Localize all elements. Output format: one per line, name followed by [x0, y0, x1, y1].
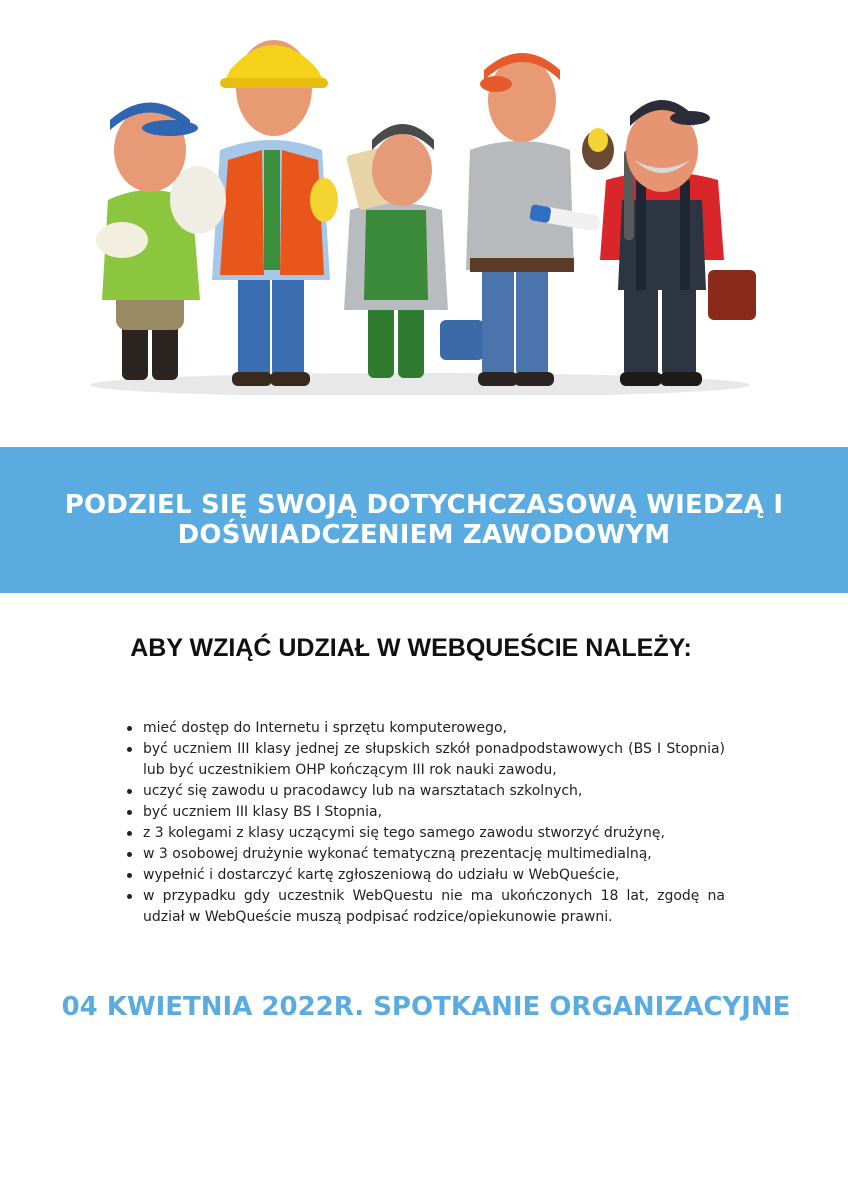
requirement-text: w przypadku gdy uczestnik WebQuestu nie ma ukończonych 18 lat, zgodę na udział w WebQueście muszą podpisać rodzice/opiekunowie prawni.	[143, 888, 725, 925]
requirement-text: wypełnić i dostarczyć kartę zgłoszeniową do udziału w WebQueście,	[143, 867, 620, 883]
figure-worker-clipboard	[344, 124, 484, 378]
requirement-text: uczyć się zawodu u pracodawcy lub na warsztatach szkolnych,	[143, 783, 583, 799]
headline-line-1: PODZIEL SIĘ SWOJĄ DOTYCHCZASOWĄ WIEDZĄ I	[64, 490, 784, 520]
requirement-text: być uczniem III klasy jednej ze słupskich szkół ponadpodstawowych (BS I Stopnia) lub być uczestnikiem OHP kończącym III rok nauki zawodu,	[143, 741, 725, 778]
requirement-item	[125, 739, 725, 781]
figure-worker-green-shirt	[96, 103, 200, 381]
figure-worker-hard-hat	[170, 40, 338, 386]
requirement-item	[125, 781, 725, 802]
requirement-item	[125, 844, 725, 865]
headline-banner	[0, 447, 848, 593]
bullet-dot	[127, 747, 132, 752]
requirement-text: być uczniem III klasy BS I Stopnia,	[143, 804, 383, 820]
requirement-item	[125, 802, 725, 823]
bullet-dot	[127, 789, 132, 794]
bullet-dot	[127, 810, 132, 815]
bullet-dot	[127, 852, 132, 857]
figure-worker-grey-shirt	[466, 53, 614, 386]
figure-worker-red-shirt	[600, 100, 756, 386]
bullet-dot	[127, 726, 132, 731]
requirement-item	[125, 823, 725, 844]
bullet-dot	[127, 873, 132, 878]
headline-line-2: DOŚWIADCZENIEM ZAWODOWYM	[177, 520, 671, 550]
requirement-item	[125, 865, 725, 886]
requirement-text: z 3 kolegami z klasy uczącymi się tego samego zawodu stworzyć drużynę,	[143, 825, 665, 841]
requirement-text: w 3 osobowej drużynie wykonać tematyczną prezentację multimedialną,	[143, 846, 652, 862]
headline-title	[64, 490, 784, 550]
meeting-date: 04 KWIETNIA 2022R. SPOTKANIE ORGANIZACYJNE	[61, 992, 791, 1022]
requirement-text: mieć dostęp do Internetu i sprzętu komputerowego,	[143, 720, 507, 736]
requirements-list	[125, 718, 725, 928]
requirement-item	[125, 886, 725, 928]
hero-illustration	[50, 0, 790, 395]
requirement-item	[125, 718, 725, 739]
bullet-dot	[127, 894, 132, 899]
bullet-dot	[127, 831, 132, 836]
requirements-heading: ABY WZIĄĆ UDZIAŁ W WEBQUEŚCIE NALEŻY:	[130, 634, 692, 662]
